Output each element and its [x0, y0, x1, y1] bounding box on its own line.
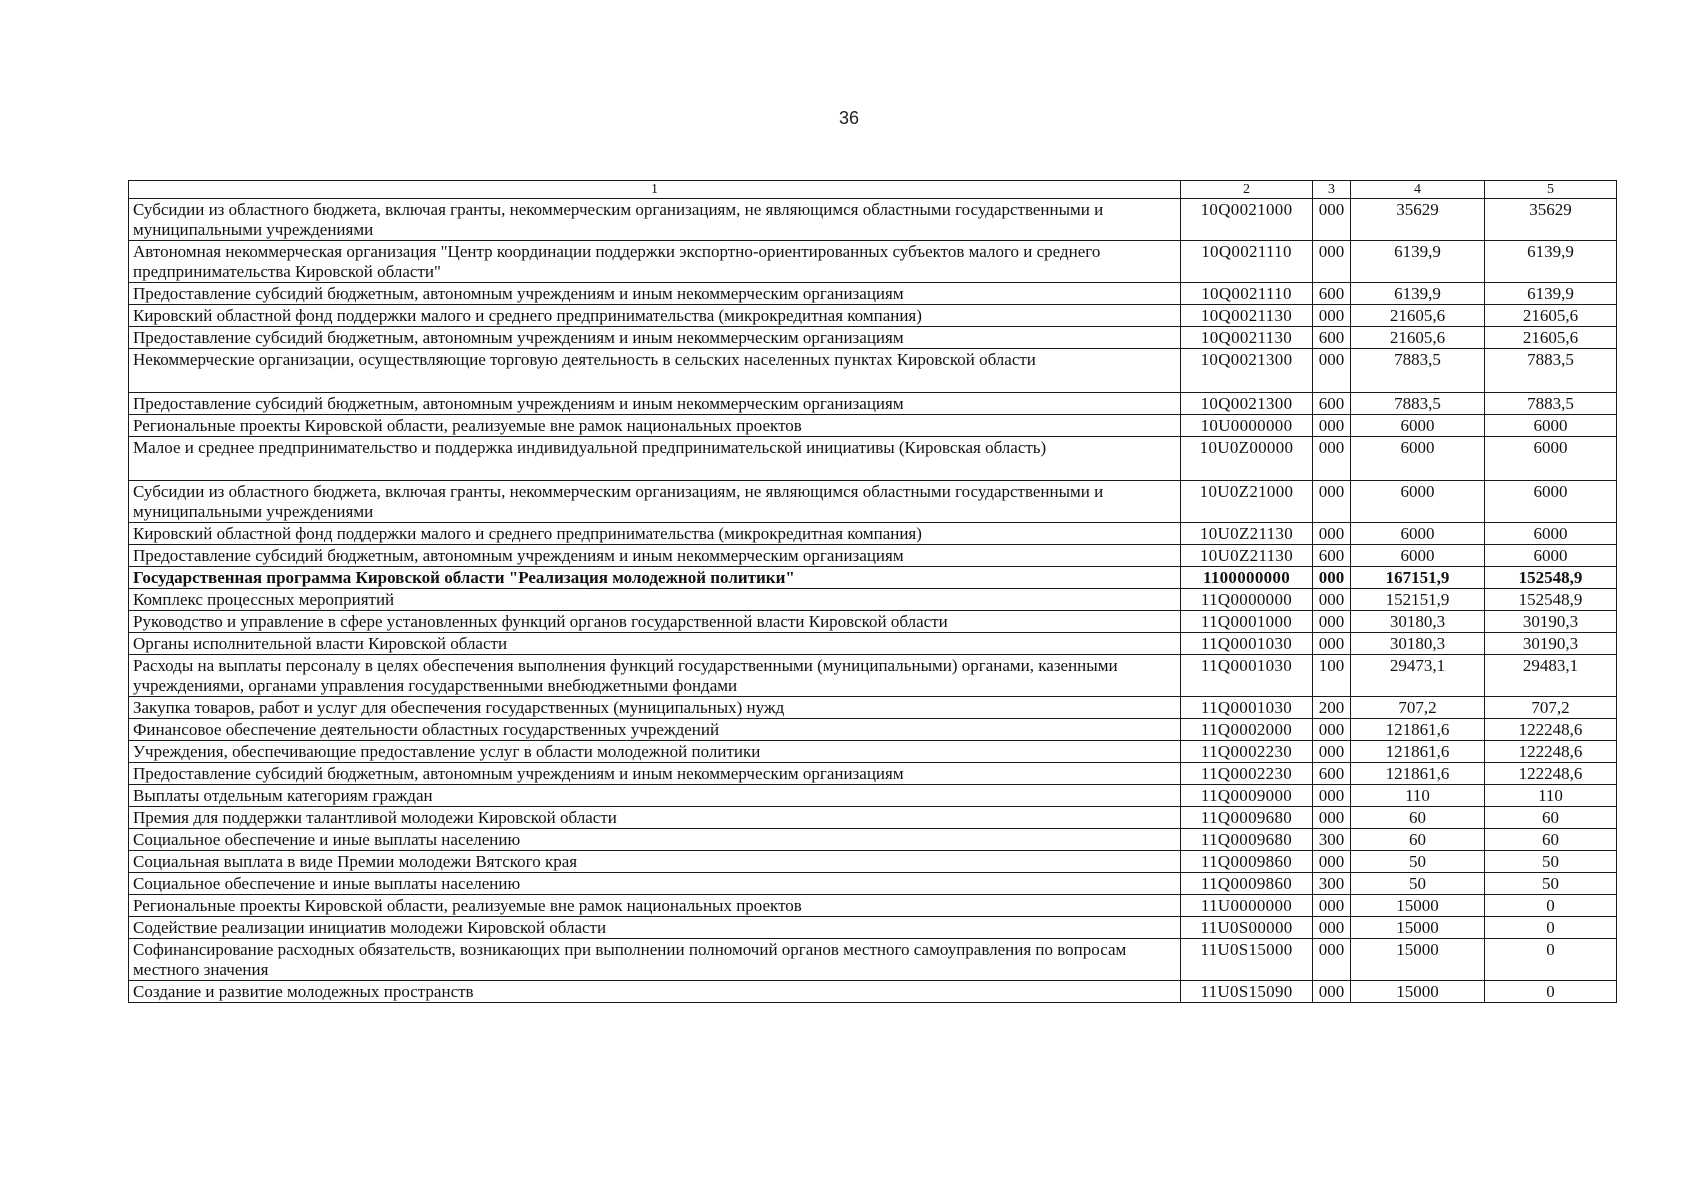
row-value-col4: 121861,6: [1351, 719, 1485, 741]
row-expense-type: 300: [1313, 873, 1351, 895]
row-value-col4: 110: [1351, 785, 1485, 807]
table-row: [129, 763, 1617, 785]
row-value-col4: 15000: [1351, 939, 1485, 981]
row-expense-type: 000: [1313, 481, 1351, 523]
row-value-col5: 6000: [1485, 415, 1617, 437]
row-value-col4: 50: [1351, 851, 1485, 873]
row-code: 10U0Z00000: [1181, 437, 1313, 481]
row-code: 11Q0001030: [1181, 697, 1313, 719]
row-value-col4: 6000: [1351, 545, 1485, 567]
row-name: Кировский областной фонд поддержки малого и среднего предпринимательства (микрокредитная компания): [129, 305, 1181, 327]
row-value-col5: 0: [1485, 981, 1617, 1003]
table-row: [129, 719, 1617, 741]
row-expense-type: 100: [1313, 655, 1351, 697]
row-value-col5: 30190,3: [1485, 633, 1617, 655]
row-code: 11Q0009000: [1181, 785, 1313, 807]
row-value-col4: 121861,6: [1351, 763, 1485, 785]
row-value-col5: 6000: [1485, 523, 1617, 545]
row-expense-type: 600: [1313, 545, 1351, 567]
row-expense-type: 000: [1313, 895, 1351, 917]
row-value-col5: 152548,9: [1485, 589, 1617, 611]
row-code: 10U0000000: [1181, 415, 1313, 437]
row-value-col5: 7883,5: [1485, 349, 1617, 393]
table-row: [129, 481, 1617, 523]
row-name: Субсидии из областного бюджета, включая гранты, некоммерческим организациям, не являющимся областными государственными и муниципальными учреждениями: [129, 481, 1181, 523]
table-row: [129, 939, 1617, 981]
table-row: [129, 873, 1617, 895]
row-value-col4: 152151,9: [1351, 589, 1485, 611]
row-value-col5: 0: [1485, 939, 1617, 981]
row-name: Предоставление субсидий бюджетным, автономным учреждениям и иным некоммерческим организациям: [129, 393, 1181, 415]
row-code: 11Q0001000: [1181, 611, 1313, 633]
row-value-col4: 15000: [1351, 981, 1485, 1003]
row-expense-type: 000: [1313, 939, 1351, 981]
row-value-col4: 6000: [1351, 415, 1485, 437]
row-expense-type: 000: [1313, 241, 1351, 283]
row-name: Социальное обеспечение и иные выплаты населению: [129, 873, 1181, 895]
header-row: [129, 181, 1617, 199]
row-name: Закупка товаров, работ и услуг для обеспечения государственных (муниципальных) нужд: [129, 697, 1181, 719]
table-row: [129, 697, 1617, 719]
row-value-col5: 122248,6: [1485, 741, 1617, 763]
row-value-col5: 0: [1485, 917, 1617, 939]
row-code: 11U0000000: [1181, 895, 1313, 917]
row-expense-type: 000: [1313, 741, 1351, 763]
row-value-col4: 121861,6: [1351, 741, 1485, 763]
row-value-col5: 6000: [1485, 545, 1617, 567]
row-code: 10U0Z21130: [1181, 523, 1313, 545]
row-name: Предоставление субсидий бюджетным, автономным учреждениям и иным некоммерческим организациям: [129, 763, 1181, 785]
row-value-col5: 60: [1485, 829, 1617, 851]
row-expense-type: 300: [1313, 829, 1351, 851]
row-code: 10U0Z21000: [1181, 481, 1313, 523]
row-code: 10Q0021300: [1181, 393, 1313, 415]
row-value-col5: 122248,6: [1485, 763, 1617, 785]
row-expense-type: 000: [1313, 719, 1351, 741]
table-row: [129, 545, 1617, 567]
row-name: Создание и развитие молодежных пространств: [129, 981, 1181, 1003]
row-name: Автономная некоммерческая организация "Центр координации поддержки экспортно-ориентированных субъектов малого и среднего предпринимательства Кировской области": [129, 241, 1181, 283]
row-code: 10U0Z21130: [1181, 545, 1313, 567]
row-code: 11U0S15000: [1181, 939, 1313, 981]
row-value-col4: 6000: [1351, 523, 1485, 545]
row-code: 11Q0002230: [1181, 763, 1313, 785]
row-name: Органы исполнительной власти Кировской области: [129, 633, 1181, 655]
table-row: [129, 393, 1617, 415]
page-number: 36: [838, 108, 860, 128]
row-code: 11Q0009860: [1181, 851, 1313, 873]
row-name: Государственная программа Кировской области "Реализация молодежной политики": [129, 567, 1181, 589]
row-code: 10Q0021300: [1181, 349, 1313, 393]
row-code: 11Q0001030: [1181, 633, 1313, 655]
row-expense-type: 200: [1313, 697, 1351, 719]
row-expense-type: 000: [1313, 785, 1351, 807]
table-body: [129, 199, 1617, 1003]
table-row: [129, 589, 1617, 611]
row-name: Финансовое обеспечение деятельности областных государственных учреждений: [129, 719, 1181, 741]
row-value-col4: 30180,3: [1351, 611, 1485, 633]
row-name: Комплекс процессных мероприятий: [129, 589, 1181, 611]
row-value-col5: 29483,1: [1485, 655, 1617, 697]
header-cell-3: 3: [1313, 181, 1351, 199]
row-name: Расходы на выплаты персоналу в целях обеспечения выполнения функций государственными (муниципальными) органами, казенными учреждениями, органами управления государственными внебюджетными фондами: [129, 655, 1181, 697]
row-value-col4: 21605,6: [1351, 305, 1485, 327]
row-value-col5: 30190,3: [1485, 611, 1617, 633]
row-name: Содействие реализации инициатив молодежи Кировской области: [129, 917, 1181, 939]
row-value-col4: 30180,3: [1351, 633, 1485, 655]
header-cell-2: 2: [1181, 181, 1313, 199]
row-value-col5: 122248,6: [1485, 719, 1617, 741]
row-value-col4: 15000: [1351, 895, 1485, 917]
row-value-col5: 35629: [1485, 199, 1617, 241]
table-row: [129, 895, 1617, 917]
table-row: [129, 829, 1617, 851]
row-expense-type: 000: [1313, 611, 1351, 633]
row-value-col5: 60: [1485, 807, 1617, 829]
row-value-col5: 21605,6: [1485, 305, 1617, 327]
table-row: [129, 655, 1617, 697]
row-code: 11Q0001030: [1181, 655, 1313, 697]
row-value-col4: 29473,1: [1351, 655, 1485, 697]
row-value-col4: 6139,9: [1351, 283, 1485, 305]
table-row: [129, 199, 1617, 241]
row-name: Учреждения, обеспечивающие предоставление услуг в области молодежной политики: [129, 741, 1181, 763]
table-row: [129, 349, 1617, 393]
row-name: Малое и среднее предпринимательство и поддержка индивидуальной предпринимательской инициативы (Кировская область): [129, 437, 1181, 481]
row-expense-type: 000: [1313, 567, 1351, 589]
row-value-col5: 7883,5: [1485, 393, 1617, 415]
header-cell-5: 5: [1485, 181, 1617, 199]
row-expense-type: 000: [1313, 851, 1351, 873]
table-row: [129, 523, 1617, 545]
table-row: [129, 567, 1617, 589]
row-name: Премия для поддержки талантливой молодежи Кировской области: [129, 807, 1181, 829]
row-value-col4: 6000: [1351, 437, 1485, 481]
row-expense-type: 000: [1313, 415, 1351, 437]
table-row: [129, 437, 1617, 481]
row-name: Выплаты отдельным категориям граждан: [129, 785, 1181, 807]
row-expense-type: 600: [1313, 283, 1351, 305]
table-row: [129, 981, 1617, 1003]
row-expense-type: 000: [1313, 199, 1351, 241]
row-value-col4: 167151,9: [1351, 567, 1485, 589]
row-code: 10Q0021110: [1181, 241, 1313, 283]
row-expense-type: 600: [1313, 763, 1351, 785]
row-code: 1100000000: [1181, 567, 1313, 589]
row-name: Социальное обеспечение и иные выплаты населению: [129, 829, 1181, 851]
row-name: Социальная выплата в виде Премии молодежи Вятского края: [129, 851, 1181, 873]
row-expense-type: 600: [1313, 327, 1351, 349]
row-name: Некоммерческие организации, осуществляющие торговую деятельность в сельских населенных пунктах Кировской области: [129, 349, 1181, 393]
row-expense-type: 000: [1313, 305, 1351, 327]
row-value-col5: 6139,9: [1485, 241, 1617, 283]
row-expense-type: 600: [1313, 393, 1351, 415]
row-value-col5: 152548,9: [1485, 567, 1617, 589]
row-value-col4: 707,2: [1351, 697, 1485, 719]
table-row: [129, 917, 1617, 939]
row-name: Софинансирование расходных обязательств, возникающих при выполнении полномочий органов местного самоуправления по вопросам местного значения: [129, 939, 1181, 981]
row-value-col4: 15000: [1351, 917, 1485, 939]
table-row: [129, 327, 1617, 349]
row-code: 10Q0021110: [1181, 283, 1313, 305]
budget-table: [128, 180, 1617, 1003]
row-code: 11U0S15090: [1181, 981, 1313, 1003]
row-name: Субсидии из областного бюджета, включая гранты, некоммерческим организациям, не являющимся областными государственными и муниципальными учреждениями: [129, 199, 1181, 241]
header-cell-1: 1: [129, 181, 1181, 199]
row-value-col4: 35629: [1351, 199, 1485, 241]
row-expense-type: 000: [1313, 589, 1351, 611]
row-code: 11Q0009860: [1181, 873, 1313, 895]
row-value-col5: 6000: [1485, 437, 1617, 481]
row-value-col5: 21605,6: [1485, 327, 1617, 349]
row-expense-type: 000: [1313, 523, 1351, 545]
header-cell-4: 4: [1351, 181, 1485, 199]
row-value-col4: 6000: [1351, 481, 1485, 523]
row-value-col5: 6139,9: [1485, 283, 1617, 305]
row-code: 10Q0021130: [1181, 305, 1313, 327]
row-name: Кировский областной фонд поддержки малого и среднего предпринимательства (микрокредитная компания): [129, 523, 1181, 545]
row-value-col5: 0: [1485, 895, 1617, 917]
table-row: [129, 415, 1617, 437]
row-name: Региональные проекты Кировской области, реализуемые вне рамок национальных проектов: [129, 895, 1181, 917]
row-name: Предоставление субсидий бюджетным, автономным учреждениям и иным некоммерческим организациям: [129, 283, 1181, 305]
row-code: 11Q0009680: [1181, 807, 1313, 829]
row-name: Предоставление субсидий бюджетным, автономным учреждениям и иным некоммерческим организациям: [129, 327, 1181, 349]
row-value-col5: 707,2: [1485, 697, 1617, 719]
row-value-col4: 50: [1351, 873, 1485, 895]
row-value-col4: 60: [1351, 829, 1485, 851]
row-expense-type: 000: [1313, 981, 1351, 1003]
table-row: [129, 241, 1617, 283]
row-expense-type: 000: [1313, 349, 1351, 393]
row-code: 11Q0000000: [1181, 589, 1313, 611]
row-value-col5: 50: [1485, 873, 1617, 895]
row-value-col4: 7883,5: [1351, 393, 1485, 415]
row-expense-type: 000: [1313, 807, 1351, 829]
table-row: [129, 283, 1617, 305]
table-row: [129, 741, 1617, 763]
row-value-col5: 6000: [1485, 481, 1617, 523]
table-row: [129, 611, 1617, 633]
table-row: [129, 305, 1617, 327]
row-code: 11Q0009680: [1181, 829, 1313, 851]
table-row: [129, 807, 1617, 829]
row-value-col5: 110: [1485, 785, 1617, 807]
row-value-col4: 6139,9: [1351, 241, 1485, 283]
row-code: 10Q0021130: [1181, 327, 1313, 349]
row-code: 11U0S00000: [1181, 917, 1313, 939]
row-expense-type: 000: [1313, 437, 1351, 481]
row-code: 10Q0021000: [1181, 199, 1313, 241]
row-name: Предоставление субсидий бюджетным, автономным учреждениям и иным некоммерческим организациям: [129, 545, 1181, 567]
row-name: Региональные проекты Кировской области, реализуемые вне рамок национальных проектов: [129, 415, 1181, 437]
row-expense-type: 000: [1313, 633, 1351, 655]
row-name: Руководство и управление в сфере установленных функций органов государственной власти Кировской области: [129, 611, 1181, 633]
row-value-col5: 50: [1485, 851, 1617, 873]
row-value-col4: 7883,5: [1351, 349, 1485, 393]
row-code: 11Q0002000: [1181, 719, 1313, 741]
row-value-col4: 21605,6: [1351, 327, 1485, 349]
row-code: 11Q0002230: [1181, 741, 1313, 763]
table-row: [129, 851, 1617, 873]
table-row: [129, 633, 1617, 655]
row-expense-type: 000: [1313, 917, 1351, 939]
table-row: [129, 785, 1617, 807]
row-value-col4: 60: [1351, 807, 1485, 829]
